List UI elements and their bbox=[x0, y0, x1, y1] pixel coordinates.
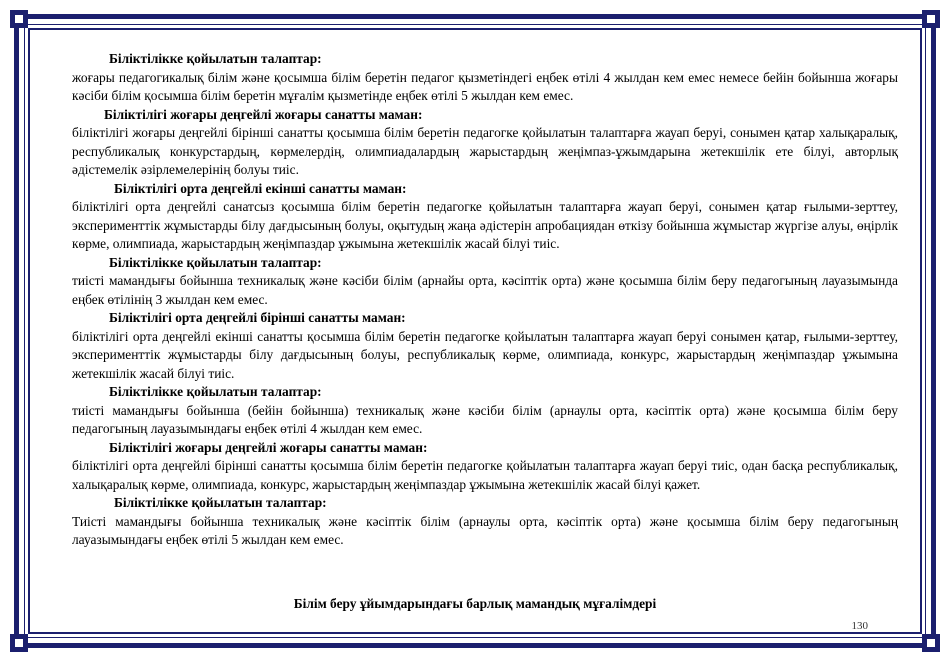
section-heading: Біліктілігі жоғары деңгейлі жоғары санатты маман: bbox=[104, 106, 423, 122]
section-heading: Біліктілігі орта деңгейлі екінші санатты маман: bbox=[114, 180, 407, 196]
section-heading: Біліктілігі орта деңгейлі бірінші санатты маман: bbox=[109, 310, 406, 325]
corner-ornament bbox=[10, 634, 28, 652]
corner-ornament bbox=[10, 10, 28, 28]
section-text: біліктілігі орта деңгейлі бірінші санатты қосымша білім беретін педагогке қойылатын талаптарға жауап беруі тиіс, одан басқа республикалық, халықаралық көрме, олимпиада, конкурс, жарыстардың жеңімпаздар ұжымына жетекшілік жасай білуі қажет. bbox=[72, 458, 898, 492]
section-heading: Біліктілігі жоғары деңгейлі жоғары санатты маман: bbox=[109, 439, 428, 455]
section-heading: Біліктілікке қойылатын талаптар: bbox=[109, 384, 322, 399]
section-heading: Біліктілікке қойылатын талаптар: bbox=[109, 51, 322, 66]
section-text: тиісті мамандығы бойынша техникалық және кәсіби білім (арнайы орта, кәсіптік орта) және қосымша білім беру педагогының лауазымында еңбек өтілінің 3 жылдан кем емес. bbox=[72, 273, 898, 307]
corner-ornament bbox=[922, 10, 940, 28]
section-text: біліктілігі жоғары деңгейлі бірінші санатты қосымша білім беретін педагогке қойылатын талаптарға жауап беруі, сонымен қатар халықаралық, республикалық конкурстардың, көрмелердің, олимпиадалардың жарыстардың жеңімпаз-ұжымдарына жетекшілік ете білуі, авторлық әдістемелік әзірлемелерінің болуы тиіс. bbox=[72, 125, 898, 177]
page-number: 130 bbox=[851, 620, 868, 632]
section-heading: Біліктілікке қойылатын талаптар: bbox=[114, 495, 327, 510]
section-text: тиісті мамандығы бойынша (бейін бойынша) техникалық және кәсіби білім (арнаулы орта, кәсіптік орта) және қосымша білім беру педагогының лауазымындағы еңбек өтілі 4 жылдан кем емес. bbox=[72, 402, 898, 436]
section-text: жоғары педагогикалық білім және қосымша білім беретін педагог қызметіндегі еңбек өтілі 4 жылдан кем емес немесе бейін бойынша жоғары кәсіби білім қосымша білім беретін мұғалім қызметінде еңбек өтілі 5 жылдан кем емес. bbox=[72, 69, 898, 103]
footer-title: Білім беру ұйымдарындағы барлық мамандық мұғалімдері bbox=[293, 596, 657, 611]
section-text: біліктілігі орта деңгейлі санатсыз қосымша білім беретін педагогке қойылатын талаптарға жауап беруі, сонымен қатар ғылыми-зерттеу, эксперименттік жұмыстарды білу дағдысының болуы, оқытудың жаңа әдістерін апробациядан өткізу бойынша жұмыстар жүргізе алуы, өңірлік көрме, олимпиада, жарыстардың жеңімпаздар ұжымына жетекшілік жасай білуі тиіс. bbox=[72, 199, 898, 251]
section-text: Тиісті мамандығы бойынша техникалық және кәсіптік білім (арнаулы орта, кәсіптік орта) және қосымша білім беру педагогының лауазымындағы еңбек өтілі 5 жылдан кем емес. bbox=[72, 513, 898, 547]
corner-ornament bbox=[922, 634, 940, 652]
section-heading: Біліктілікке қойылатын талаптар: bbox=[109, 254, 322, 270]
document-body bbox=[72, 50, 898, 550]
section-text: біліктілігі орта деңгейлі екінші санатты қосымша білім беретін педагогке қойылатын талаптарға жауап беруі сонымен қатар, ғылыми-зерттеу, эксперименттік жұмыстарды білу дағдысының болуы, республикалық көрме, олимпиада, конкурс, жарыстардың жеңімпаздар ұжымына жетекшілік жасай білуі тиіс. bbox=[72, 328, 898, 381]
